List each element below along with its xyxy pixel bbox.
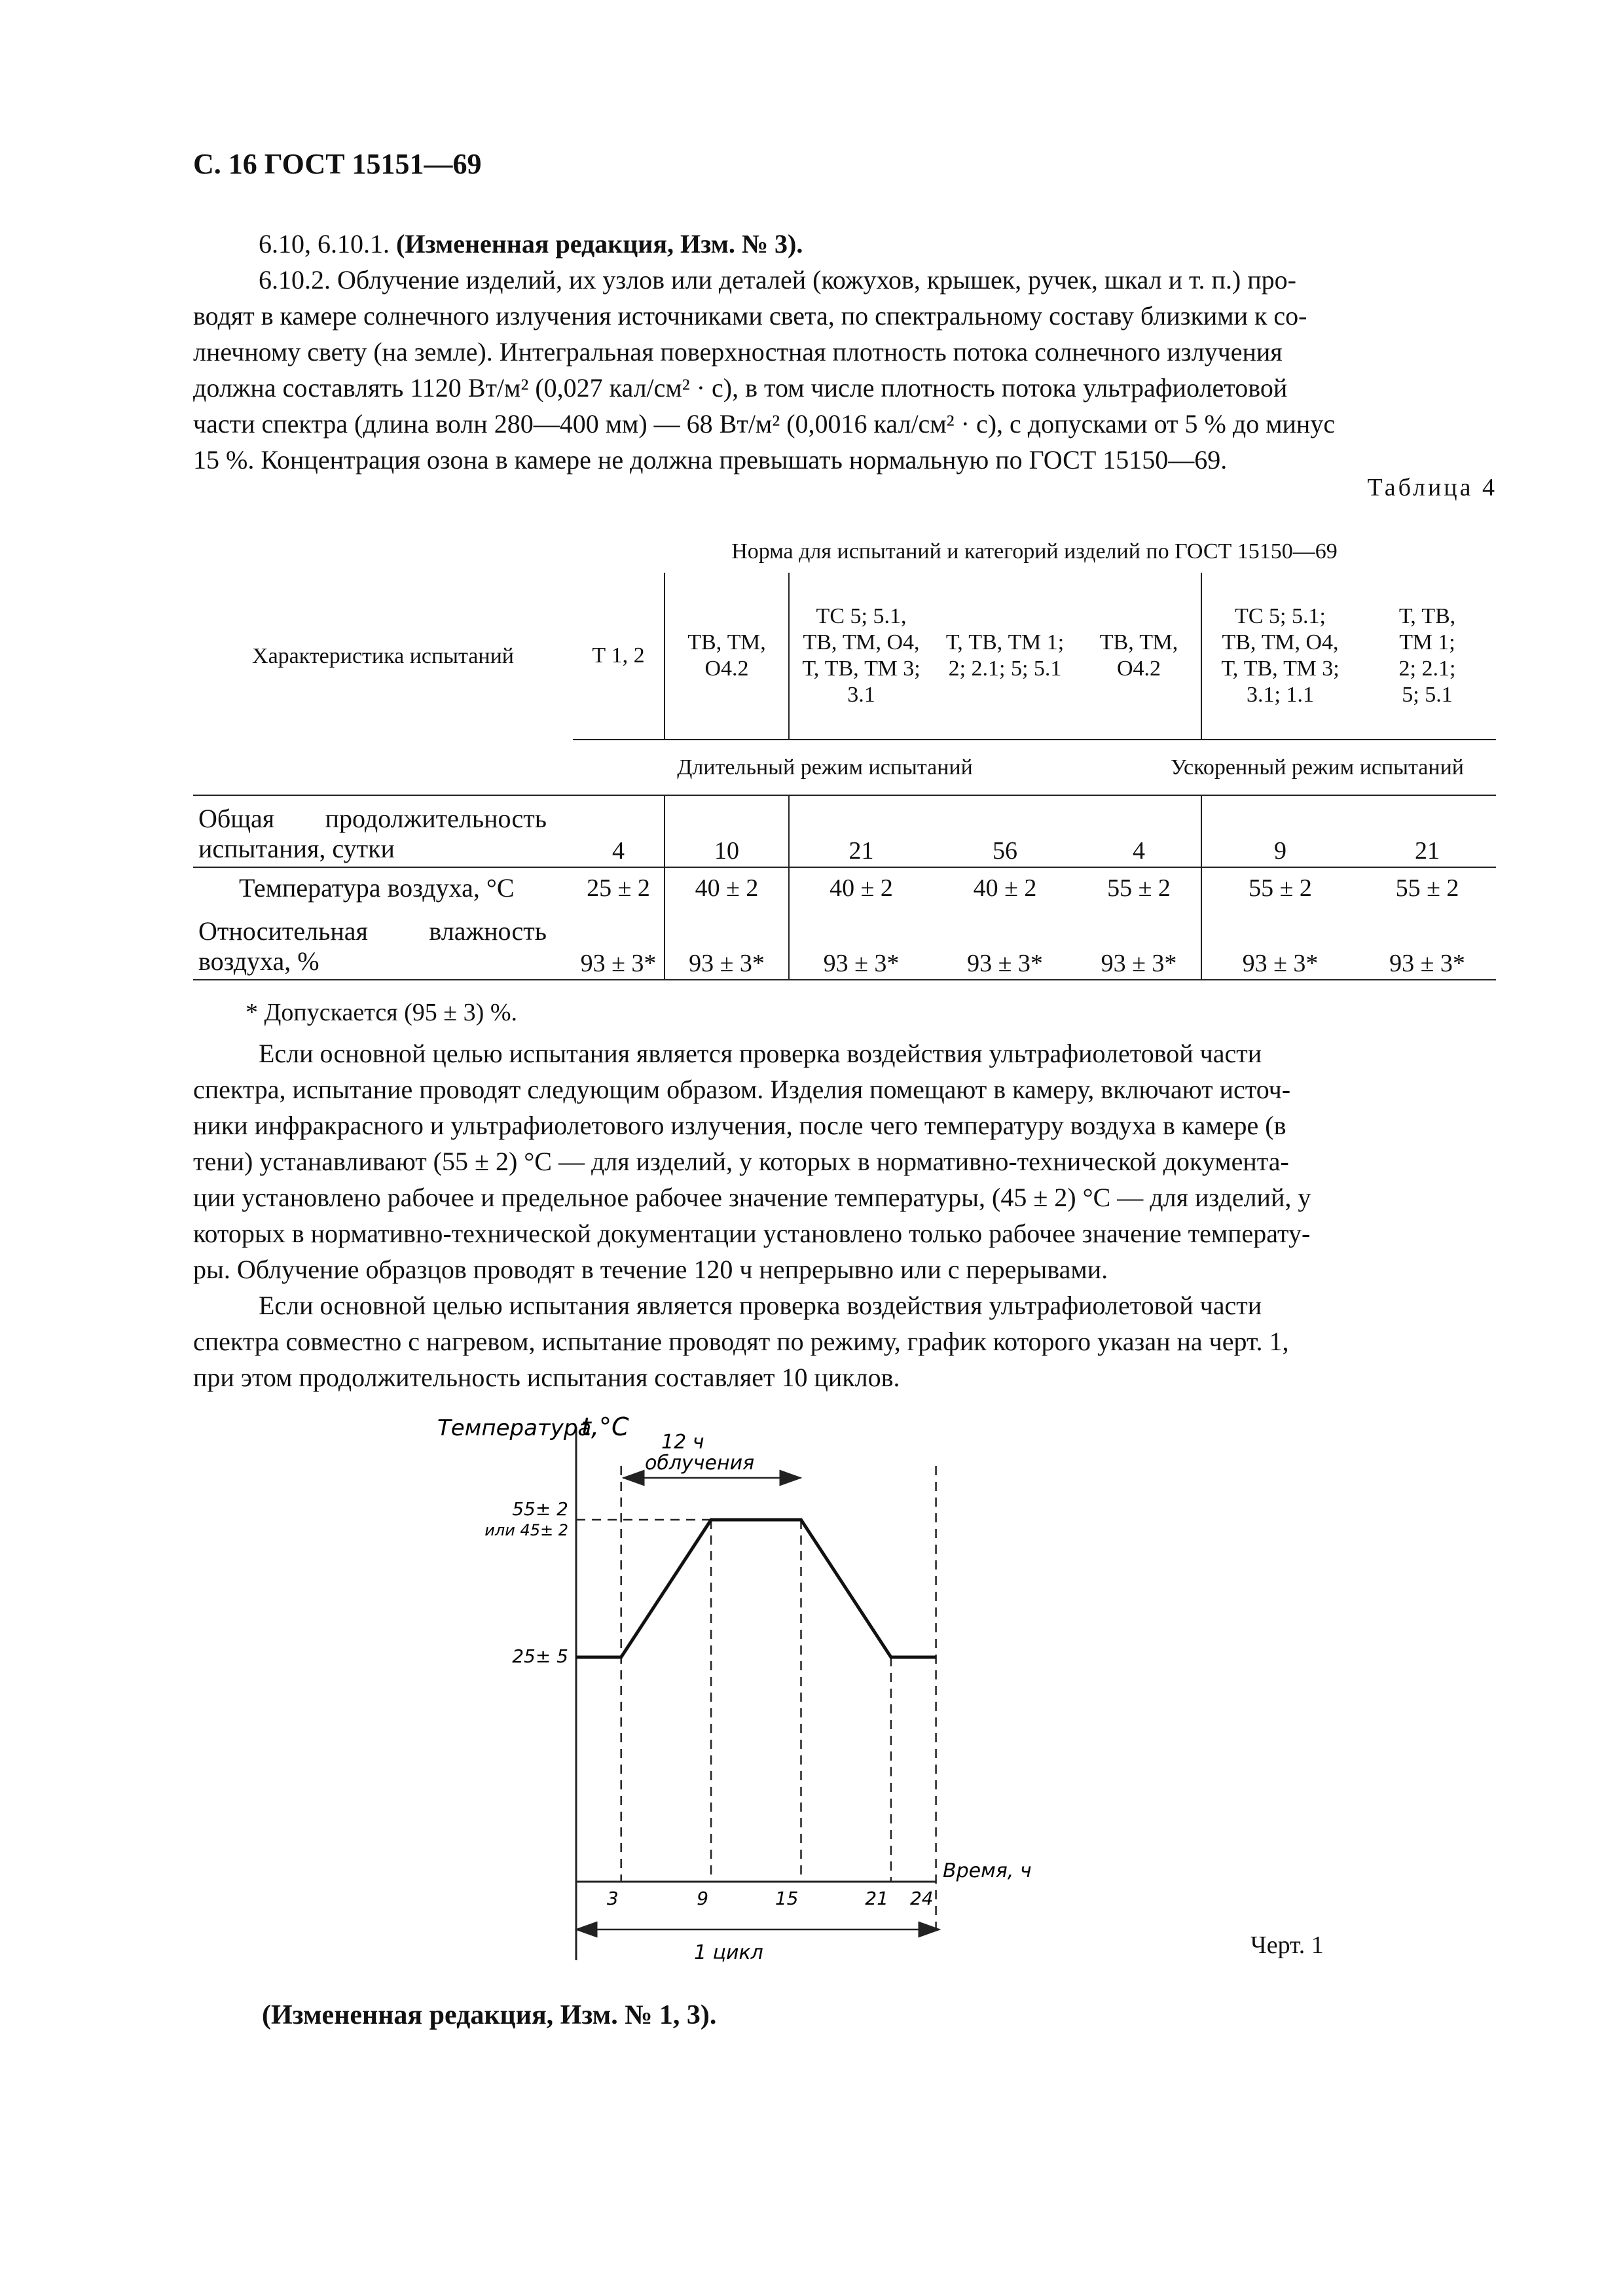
text-line: ники инфракрасного и ультрафиолетового излучения, после чего температуру воздуха в камере (в [193, 1111, 1286, 1140]
table-cell: 56 [993, 837, 1017, 865]
table-cell: 93 ± 3* [1359, 908, 1496, 980]
table-cell: 93 ± 3* [573, 908, 665, 980]
table-cell: 55 ± 2 [1201, 867, 1359, 908]
row-label-temperature: Температура воздуха, °С [193, 867, 573, 908]
x-tick-label: 24 [909, 1888, 934, 1909]
table-cell: 40 ± 2 [665, 867, 789, 908]
text-line: 15 %. Концентрация озона в камере не должна превышать нормальную по ГОСТ 15150—69. [193, 445, 1228, 475]
column-header: Т 1, 2 [573, 573, 665, 740]
column-header: ТВ, ТМ, О4.2 [665, 573, 789, 740]
text-line: Если основной целью испытания является проверка воздействия ультрафиолетовой части [259, 1039, 1262, 1068]
text-line: ции установлено рабочее и предельное рабочее значение температуры, (45 ± 2) °С — для изделий, у [193, 1183, 1311, 1212]
text-line: лнечному свету (на земле). Интегральная поверхностная плотность потока солнечного излучения [193, 337, 1283, 367]
text-line: спектра, испытание проводят следующим образом. Изделия помещают в камеру, включают источ- [193, 1075, 1291, 1104]
mode-long-header: Длительный режим испытаний [573, 740, 1077, 795]
mode-fast-header: Ускоренный режим испытаний [1077, 740, 1496, 795]
x-tick-label: 3 [606, 1888, 619, 1909]
table-cell: 93 ± 3* [1201, 908, 1359, 980]
column-header: Т, ТВ, ТМ 1; 2; 2.1; 5; 5.1 [1398, 604, 1456, 707]
table-cell: 9 [1274, 837, 1286, 865]
column-header: ТС 5; 5.1, ТВ, ТМ, О4, Т, ТВ, ТМ 3; 3.1 [802, 604, 921, 707]
text-line: спектра совместно с нагревом, испытание проводят по режиму, график которого указан на черт. 1, [193, 1327, 1289, 1356]
table-cell: 4 [1077, 795, 1201, 867]
closing-amendment-note: (Измененная редакция, Изм. № 1, 3). [262, 2000, 717, 2030]
table-cell: 93 ± 3* [1077, 908, 1201, 980]
guide-lines [576, 1466, 936, 1934]
row-label-humidity: Относительная влажность воздуха, % [193, 908, 573, 980]
y-label-high-alt: или 45± 2 [484, 1521, 568, 1539]
clause-number: 6.10, 6.10.1. [259, 229, 390, 259]
table-cell: 4 [573, 795, 665, 867]
y-label-low: 25± 5 [512, 1645, 568, 1667]
text-line: тени) устанавливают (55 ± 2) °С — для изделий, у которых в нормативно-технической документа- [193, 1147, 1289, 1176]
table-caption: Таблица 4 [1367, 474, 1497, 501]
temperature-curve [576, 1520, 936, 1657]
table-cell: 21 [848, 837, 874, 865]
table-cell: 93 ± 3* [789, 908, 933, 980]
row-label-duration: Общая продолжительность испытания, сутки [198, 804, 547, 863]
y-axis-unit: t,°C [581, 1412, 629, 1441]
text-line: части спектра (длина волн 280—400 мм) — 68 Вт/м² (0,0016 кал/см² · с), с допусками от 5 % до минус [193, 409, 1336, 439]
text-line: 6.10.2. Облучение изделий, их узлов или деталей (кожухов, крышек, ручек, шкал и т. п.) про- [259, 265, 1296, 295]
page-header: С. 16 ГОСТ 15151—69 [193, 148, 482, 180]
text-line: ры. Облучение образцов проводят в течение 120 ч непрерывно или с перерывами. [193, 1255, 1108, 1284]
amendment-note: (Измененная редакция, Изм. № 3). [396, 229, 803, 259]
text-line: Если основной целью испытания является проверка воздействия ультрафиолетовой части [259, 1291, 1262, 1320]
table-cell: 40 ± 2 [789, 867, 933, 908]
table-cell: 25 ± 2 [573, 867, 665, 908]
x-axis-title: Время, ч [943, 1859, 1032, 1882]
text-line: которых в нормативно-технической документации установлено только рабочее значение температу- [193, 1219, 1311, 1248]
column-header: ТС 5; 5.1; ТВ, ТМ, О4, Т, ТВ, ТМ 3; 3.1; 1.1 [1221, 604, 1340, 707]
figure-caption: Черт. 1 [1250, 1931, 1324, 1959]
table-cell: 55 ± 2 [1077, 867, 1201, 908]
irradiation-label-hours: 12 ч [661, 1431, 704, 1454]
x-tick-label: 9 [697, 1888, 709, 1909]
table-cell: 55 ± 2 [1359, 867, 1496, 908]
column-header: Т, ТВ, ТМ 1; 2; 2.1; 5; 5.1 [945, 630, 1065, 681]
text-line: должна составлять 1120 Вт/м² (0,027 кал/см² · с), в том числе плотность потока ультрафиолетовой [193, 373, 1288, 403]
text-line: при этом продолжительность испытания составляет 10 циклов. [193, 1363, 900, 1392]
table-footnote: * Допускается (95 ± 3) %. [246, 999, 517, 1026]
norm-header: Норма для испытаний и категорий изделий по ГОСТ 15150—69 [731, 539, 1338, 564]
y-label-high: 55± 2 [512, 1498, 568, 1520]
irradiation-label-text: облучения [645, 1452, 755, 1475]
table-cell: 10 [665, 795, 789, 867]
x-tick-label: 21 [865, 1888, 888, 1909]
characteristic-header: Характеристика испытаний [252, 643, 514, 668]
table-cell: 21 [1415, 837, 1440, 865]
x-tick-labels [607, 1888, 934, 1909]
column-header: ТВ, ТМ, О4.2 [1077, 573, 1201, 740]
text-line: водят в камере солнечного излучения источниками света, по спектральному составу близкими к со- [193, 301, 1307, 331]
x-tick-label: 15 [775, 1888, 799, 1909]
table-cell: 93 ± 3* [665, 908, 789, 980]
y-axis-title: Температура [437, 1415, 592, 1441]
table-cell: 93 ± 3* [933, 908, 1077, 980]
cycle-label: 1 цикл [694, 1941, 763, 1964]
table-cell: 40 ± 2 [933, 867, 1077, 908]
